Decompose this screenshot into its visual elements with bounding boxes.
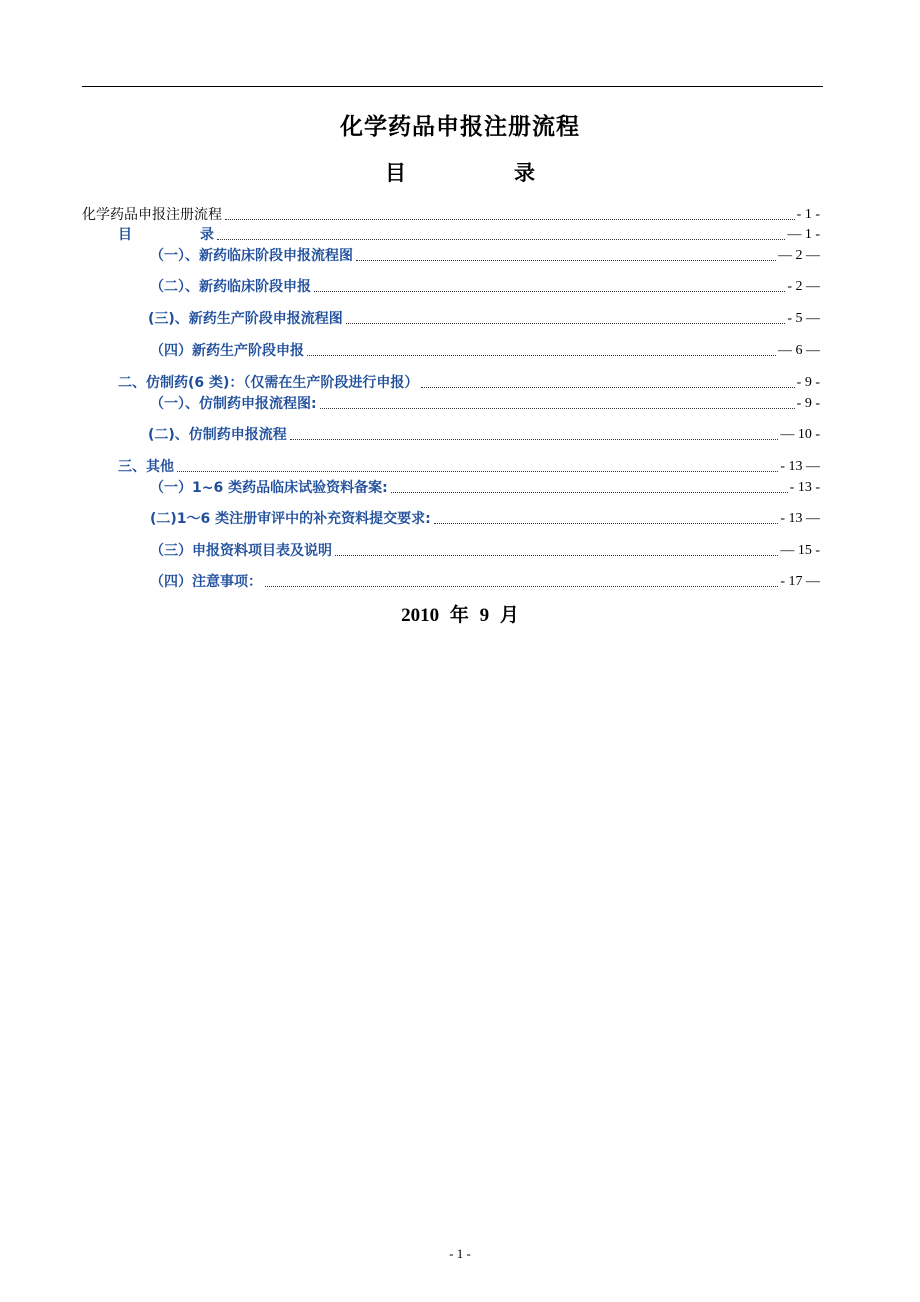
toc-entry-label: （四）新药生产阶段申报 (150, 343, 304, 359)
toc-leader (177, 471, 778, 472)
toc-entry-page: — 1 - (787, 227, 820, 242)
toc-heading-left: 目 (385, 161, 406, 185)
toc-entry[interactable] (150, 477, 820, 497)
toc-entry-page: - 9 - (796, 375, 820, 390)
header-rule (82, 86, 823, 87)
toc-leader (391, 492, 788, 493)
toc-entry-page: - 13 — (780, 511, 820, 526)
toc-heading (385, 158, 535, 188)
toc-leader (307, 355, 776, 356)
toc-entry-page: — 15 - (780, 543, 820, 558)
toc-leader (421, 387, 794, 388)
toc-entry[interactable] (150, 340, 820, 360)
toc-entry-label: 二、仿制药(6 类)：（仅需在生产阶段进行申报） (118, 375, 419, 391)
toc-heading-right: 录 (514, 161, 535, 185)
toc-entry-label: （二）、新药临床阶段申报 (150, 279, 311, 295)
toc-entry-page: — 6 — (778, 343, 820, 358)
toc-entry[interactable] (148, 308, 820, 328)
toc-entry-label: 化学药品申报注册流程 (82, 207, 222, 223)
document-date: 2010 年 9 月 (401, 605, 519, 626)
toc-entry-label (118, 226, 214, 244)
document-title: 化学药品申报注册流程 (340, 114, 580, 140)
toc-entry[interactable] (118, 372, 820, 392)
toc-leader (320, 408, 795, 409)
toc-entry-label: （三）申报资料项目表及说明 (150, 543, 332, 559)
toc-entry-page: — 2 — (778, 248, 820, 263)
toc-entry-label: （一）、新药临床阶段申报流程图 (150, 248, 353, 264)
toc-leader (356, 260, 776, 261)
toc-entry-page: - 5 — (787, 311, 820, 326)
toc-entry-label: (二)1～6 类注册审评中的补充资料提交要求: (150, 511, 431, 527)
toc-entry[interactable] (118, 224, 820, 244)
toc-entry-page: - 1 - (796, 207, 820, 222)
toc-entry-page: - 9 - (796, 396, 820, 411)
toc-leader (314, 291, 785, 292)
toc-entry-page: - 17 — (780, 574, 820, 589)
toc-entry-page: - 2 — (787, 279, 820, 294)
toc-entry[interactable] (150, 276, 820, 296)
toc-entry[interactable] (82, 204, 820, 224)
toc-leader (335, 555, 778, 556)
toc-leader (290, 439, 779, 440)
page-number-footer: - 1 - (449, 1246, 471, 1261)
toc-entry-label: (二)、仿制药申报流程 (148, 427, 287, 443)
toc-entry[interactable] (118, 456, 820, 476)
toc-entry[interactable] (150, 393, 820, 413)
toc-leader (346, 323, 786, 324)
toc-entry-label: （一）、仿制药申报流程图: (150, 396, 317, 412)
toc-entry[interactable] (150, 540, 820, 560)
toc-entry-page: - 13 - (789, 480, 820, 495)
toc-entry-label: （一）1~6 类药品临床试验资料备案: (150, 480, 388, 496)
toc-entry-label-left: 目 (118, 227, 132, 243)
toc-leader (265, 586, 778, 587)
toc-entry-label: （四）注意事项： (150, 574, 262, 590)
toc-entry-page: — 10 - (780, 427, 820, 442)
toc-entry-label-right: 录 (200, 227, 214, 243)
toc-entry-label: (三)、新药生产阶段申报流程图 (148, 311, 343, 327)
toc-leader (434, 523, 779, 524)
toc-entry[interactable] (150, 508, 820, 528)
toc-entry-label: 三、其他 (118, 459, 174, 475)
toc-entry[interactable] (150, 571, 820, 591)
toc-entry[interactable] (148, 424, 820, 444)
toc-leader (217, 239, 785, 240)
toc-leader (225, 219, 795, 220)
toc-entry-page: - 13 — (780, 459, 820, 474)
toc-entry[interactable] (150, 245, 820, 265)
